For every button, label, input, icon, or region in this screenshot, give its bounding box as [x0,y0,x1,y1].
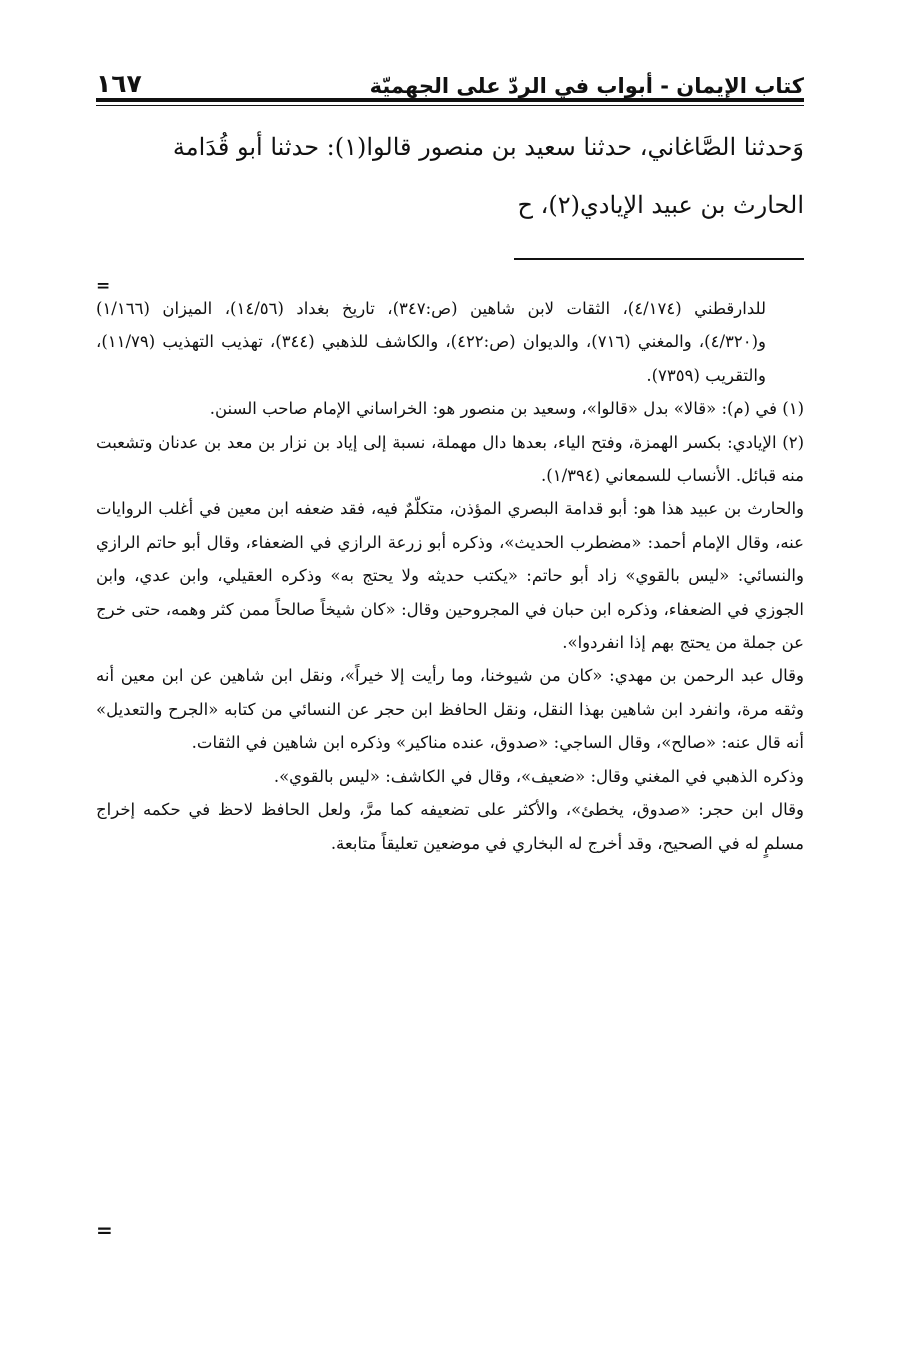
footnote-2-para-4: وقال ابن حجر: «صدوق، يخطئ»، والأكثر على تضعيفه كما مرَّ، ولعل الحافظ لاحظ في حكمه إخراج مسلمٍ له في الصحيح، وقد أخرج له البخاري في موضعين تعليقاً متابعة. [96,800,804,853]
footnote-2-para-2: وقال عبد الرحمن بن مهدي: «كان من شيوخنا، وما رأيت إلا خيراً»، ونقل ابن شاهين عن ابن معين أنه وثقه مرة، وانفرد ابن شاهين بهذا النقل، ونقل الحافظ ابن حجر عن النسائي من كتابه «الجرح والتعديل» أنه قال عنه: «صالح»، وقال الساجي: «صدوق، عنده مناكير» وذكره ابن شاهين في الثقات. [96,666,804,753]
continuation-mark-bottom: = [96,1218,113,1242]
running-title: كتاب الإيمان - أبواب في الردّ على الجهميّة [369,74,804,98]
header-rule-thin [96,105,804,106]
header-rule-thick [96,98,804,102]
footnotes [96,292,804,860]
footnote-separator [514,258,804,260]
page-number: ١٦٧ [96,69,142,98]
main-text-line-1: وَحدثنا الصَّاغاني، حدثنا سعيد بن منصور قالوا(١): حدثنا أبو قُدَامة [172,133,804,161]
page-header [96,62,804,98]
main-text-line-2: الحارث بن عبيد الإيادي(٢)، ح [517,191,804,219]
footnote-2: (٢) الإيادي: بكسر الهمزة، وفتح الياء، بعدها دال مهملة، نسبة إلى إياد بن نزار بن معد بن عدنان وتشعبت منه قبائل. الأنساب للسمعاني (١/٣٩٤). [96,432,804,486]
footnote-2-para-1: والحارث بن عبيد هذا هو: أبو قدامة البصري المؤذن، متكلّمٌ فيه، فقد ضعفه ابن معين في أغلب الروايات عنه، وقال الإمام أحمد: «مضطرب الحديث»، وذكره أبو زرعة الرازي في الضعفاء، وقال أبو حاتم الرازي والنسائي: «ليس بالقوي» زاد أبو حاتم: «يكتب حديثه ولا يحتج به» وذكره العقيلي، وابن عدي، وابن الجوزي في الضعفاء، وذكره ابن حبان في المجروحين وقال: «كان شيخاً صالحاً ممن كثر وهمه، حتى خرج عن جملة من يحتج بهم إذا انفردوا». [96,499,804,653]
footnote-continuation: للدارقطني (٤/١٧٤)، الثقات لابن شاهين (ص:٣٤٧)، تاريخ بغداد (١٤/٥٦)، الميزان (١/١٦٦) و(٤/٣٢٠)، والمغني (٧١٦)، والديوان (ص:٤٢٢)، والكاشف للذهبي (٣٤٤)، تهذيب التهذيب (١١/٧٩)، والتقريب (٧٣٥٩). [96,299,767,385]
footnote-1: (١) في (م): «قالا» بدل «قالوا»، وسعيد بن منصور هو: الخراساني الإمام صاحب السنن. [209,399,804,419]
footnote-2-para-3: وذكره الذهبي في المغني وقال: «ضعيف»، وقال في الكاشف: «ليس بالقوي». [273,766,804,786]
main-text [96,118,804,234]
continuation-mark-top: = [96,276,111,296]
